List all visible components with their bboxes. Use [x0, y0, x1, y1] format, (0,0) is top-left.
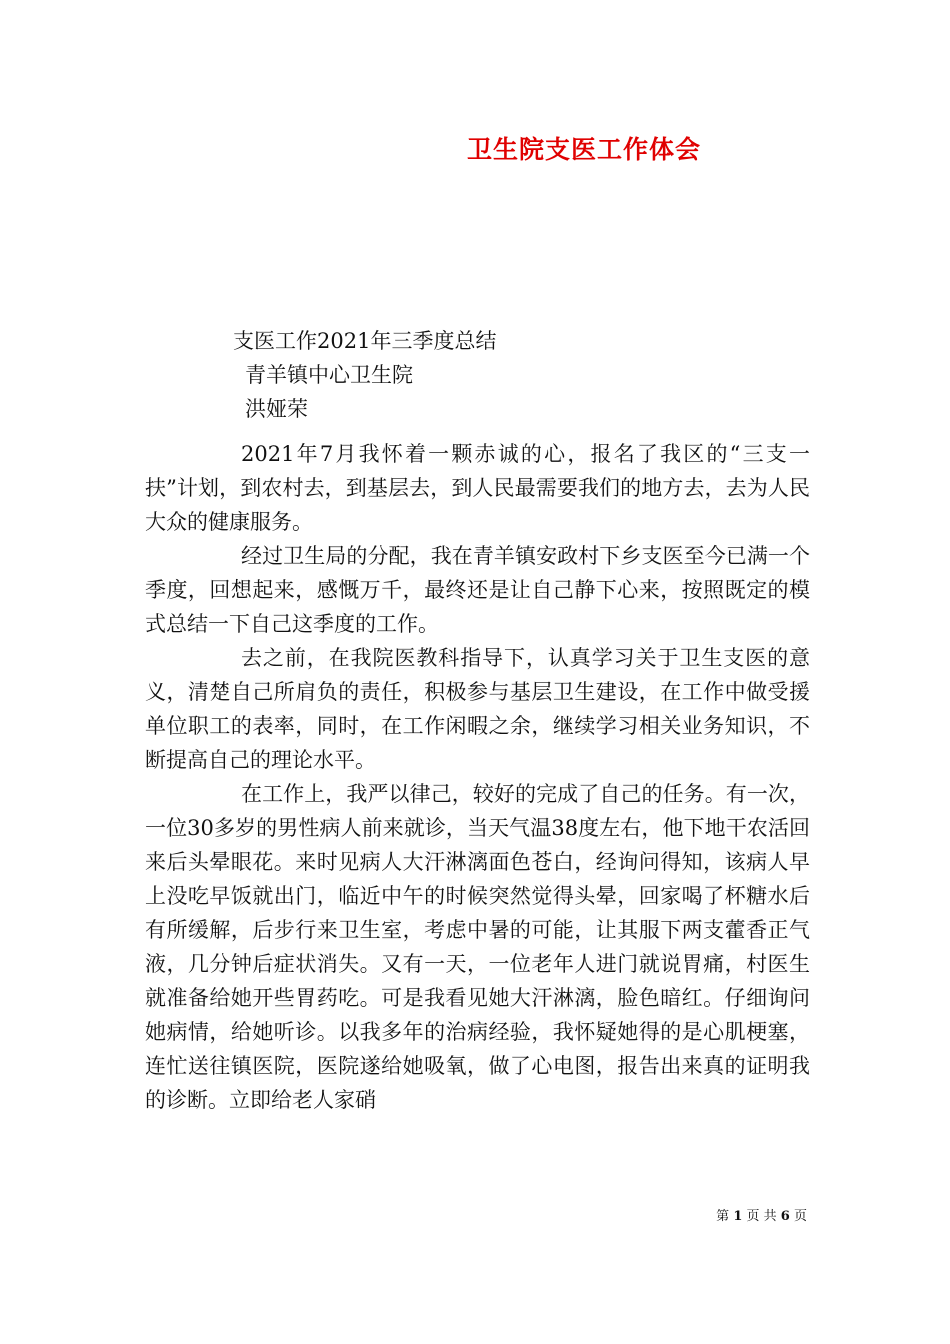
- page-title: 卫生院支医工作体会: [466, 135, 701, 164]
- current-page-number: 1: [733, 1209, 743, 1224]
- author-name: 洪娅荣: [245, 397, 308, 421]
- organization-name: 青羊镇中心卫生院: [245, 363, 413, 387]
- footer-suffix: 页: [793, 1209, 807, 1224]
- body-paragraph: 2021年7月我怀着一颗赤诚的心，报名了我区的“三支一扶”计划，到农村去，到基层去，到人民最需要我们的地方去，去为人民大众的健康服务。: [145, 442, 810, 534]
- footer-middle: 页 共: [746, 1209, 777, 1224]
- body-paragraph: 经过卫生局的分配，我在青羊镇安政村下乡支医至今已满一个季度，回想起来，感慨万千，最终还是让自己静下心来，按照既定的模式总结一下自己这季度的工作。: [145, 544, 810, 636]
- body-paragraph: 在工作上，我严以律己，较好的完成了自己的任务。有一次，一位30多岁的男性病人前来就诊，当天气温38度左右，他下地干农活回来后头晕眼花。来时见病人大汗淋漓面色苍白，经询问得知，该病人早上没吃早饭就出门，临近中午的时候突然觉得头晕，回家喝了杯糖水后有所缓解，后步行来卫生室，考虑中暑的可能，让其服下两支藿香正气液，几分钟后症状消失。又有一天，一位老年人进门就说胃痛，村医生就准备给她开些胃药吃。可是我看见她大汗淋漓，脸色暗红。仔细询问她病情，给她听诊。以我多年的治病经验，我怀疑她得的是心肌梗塞，连忙送往镇医院，医院遂给她吸氧，做了心电图，报告出来真的证明我的诊断。立即给老人家硝: [145, 782, 810, 1112]
- footer-prefix: 第: [716, 1209, 730, 1224]
- page-footer: [716, 1205, 807, 1224]
- document-body: [145, 437, 810, 1117]
- document-subtitle: 支医工作2021年三季度总结: [233, 329, 497, 353]
- body-paragraph: 去之前，在我院医教科指导下，认真学习关于卫生支医的意义，清楚自己所肩负的责任，积极参与基层卫生建设，在工作中做受援单位职工的表率，同时，在工作闲暇之余，继续学习相关业务知识，不断提高自己的理论水平。: [145, 646, 810, 772]
- total-page-count: 6: [780, 1209, 790, 1224]
